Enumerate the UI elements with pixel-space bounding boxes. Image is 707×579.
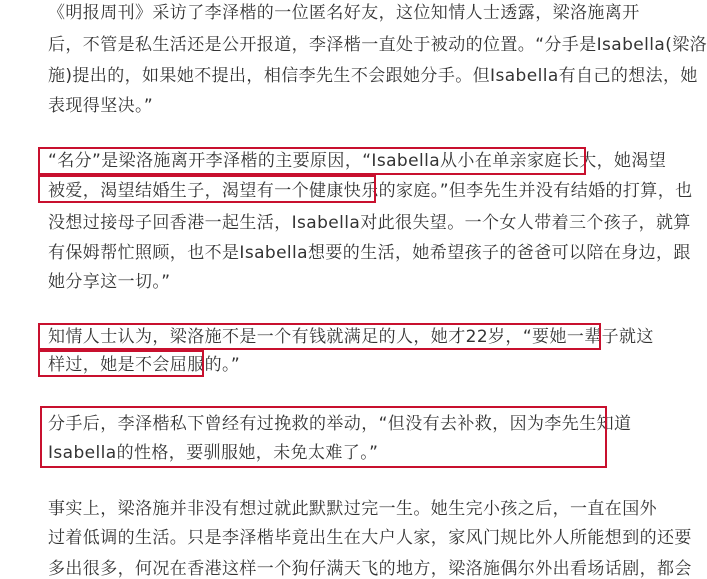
paragraph-1-line: 后，不管是私生活还是公开报道，李泽楷一直处于被动的位置。“分手是Isabella(梁洛 xyxy=(48,35,707,55)
highlight-box xyxy=(38,350,204,377)
highlight-box xyxy=(38,323,601,350)
paragraph-3-line: 样过，她是不会屈服的。” xyxy=(48,355,241,375)
paragraph-2-line: 有保姆帮忙照顾，也不是Isabella想要的生活，她希望孩子的爸爸可以陪在身边，跟 xyxy=(48,243,691,263)
paragraph-5-line: 多出很多，何况在香港这样一个狗仔满天飞的地方，梁洛施偶尔外出看场话剧，都会 xyxy=(48,559,692,579)
paragraph-2-line: “名分”是梁洛施离开李泽楷的主要原因，“Isabella从小在单亲家庭长大，她渴望 xyxy=(48,151,667,171)
paragraph-4-line: 分手后，李泽楷私下曾经有过挽救的举动，“但没有去补救，因为李先生知道 xyxy=(48,414,632,434)
paragraph-4-line: Isabella的性格，要驯服她，未免太难了。” xyxy=(48,443,379,463)
paragraph-5-line: 过着低调的生活。只是李泽楷毕竟出生在大户人家，家风门规比外人所能想到的还要 xyxy=(48,528,692,548)
highlight-box xyxy=(38,175,376,203)
highlight-box xyxy=(38,147,586,175)
highlight-box xyxy=(40,406,607,468)
paragraph-1-line: 表现得坚决。” xyxy=(48,96,154,116)
paragraph-2-line: 没想过接母子回香港一起生活，Isabella对此很失望。一个女人带着三个孩子，就算 xyxy=(48,213,691,233)
paragraph-2-line: 被爱，渴望结婚生子，渴望有一个健康快乐的家庭。”但李先生并没有结婚的打算，也 xyxy=(48,181,693,201)
paragraph-1-line: 施)提出的，如果她不提出，相信李先生不会跟她分手。但Isabella有自己的想法，她 xyxy=(48,66,698,86)
paragraph-1-line: 《明报周刊》采访了李泽楷的一位匿名好友，这位知情人士透露，梁洛施离开 xyxy=(48,3,640,23)
paragraph-2-line: 她分享这一切。” xyxy=(48,272,171,292)
paragraph-3-line: 知情人士认为，梁洛施不是一个有钱就满足的人，她才22岁，“要她一辈子就这 xyxy=(48,327,654,347)
paragraph-5-line: 事实上，梁洛施并非没有想过就此默默过完一生。她生完小孩之后，一直在国外 xyxy=(48,499,657,519)
